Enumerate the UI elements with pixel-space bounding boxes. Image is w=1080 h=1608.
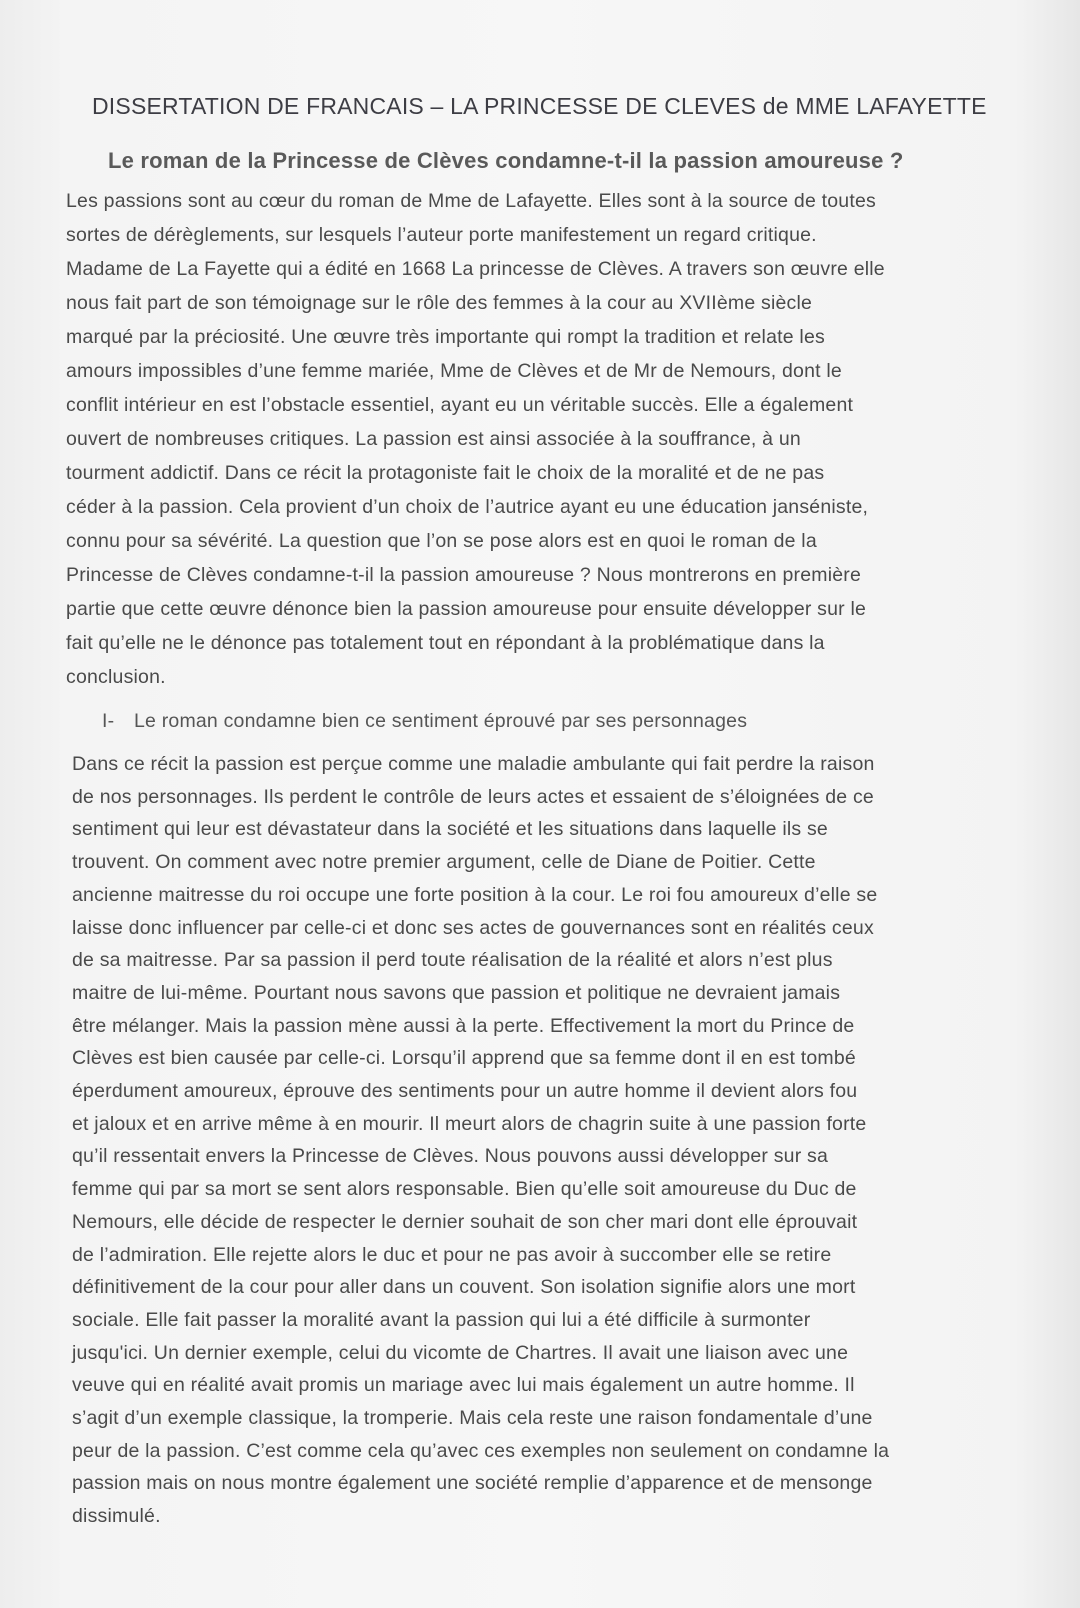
problematic-question: Le roman de la Princesse de Clèves condamne-t-il la passion amoureuse ? bbox=[108, 148, 904, 173]
text-line: connu pour sa sévérité. La question que l’on se pose alors est en quoi le roman de la bbox=[66, 530, 817, 552]
text-line: ouvert de nombreuses critiques. La passion est ainsi associée à la souffrance, à un bbox=[66, 428, 801, 450]
introduction-paragraph bbox=[66, 184, 1016, 694]
text-line: peur de la passion. C’est comme cela qu’avec ces exemples non seulement on condamne la bbox=[72, 1439, 890, 1462]
text-line: Clèves est bien causée par celle-ci. Lorsqu’il apprend que sa femme dont il en est tombé bbox=[72, 1047, 856, 1070]
section-title: Le roman condamne bien ce sentiment éprouvé par ses personnages bbox=[134, 710, 748, 732]
text-line: partie que cette œuvre dénonce bien la passion amoureuse pour ensuite développer sur le bbox=[66, 598, 867, 620]
text-line: céder à la passion. Cela provient d’un choix de l’autrice ayant eu une éducation janséniste, bbox=[66, 496, 869, 518]
text-line: sortes de dérèglements, sur lesquels l’auteur porte manifestement un regard critique. bbox=[66, 224, 817, 246]
text-line: amours impossibles d’une femme mariée, Mme de Clèves et de Mr de Nemours, dont le bbox=[66, 360, 842, 382]
text-line: s’agit d’un exemple classique, la tromperie. Mais cela reste une raison fondamentale d’une bbox=[72, 1407, 873, 1430]
text-line: de nos personnages. Ils perdent le contrôle de leurs actes et essaient de s’éloignées de ce bbox=[72, 785, 874, 808]
text-line: Princesse de Clèves condamne-t-il la passion amoureuse ? Nous montrerons en première bbox=[66, 564, 862, 586]
section-1-paragraph bbox=[66, 748, 1016, 1533]
text-line: ancienne maitresse du roi occupe une forte position à la cour. Le roi fou amoureux d’elle se bbox=[72, 883, 878, 906]
text-line: trouvent. On comment avec notre premier argument, celle de Diane de Poitier. Cette bbox=[72, 851, 816, 874]
text-line: Les passions sont au cœur du roman de Mme de Lafayette. Elles sont à la source de toutes bbox=[66, 190, 876, 212]
text-line: Madame de La Fayette qui a édité en 1668 La princesse de Clèves. A travers son œuvre elle bbox=[66, 258, 885, 280]
text-line: définitivement de la cour pour aller dans un couvent. Son isolation signifie alors une mort bbox=[72, 1276, 856, 1299]
text-line: conclusion. bbox=[66, 666, 166, 688]
section-1-heading bbox=[66, 704, 1016, 738]
text-line: jusqu'ici. Un dernier exemple, celui du vicomte de Chartres. Il avait une liaison avec une bbox=[72, 1341, 849, 1364]
text-line: qu’il ressentait envers la Princesse de Clèves. Nous pouvons aussi développer sur sa bbox=[72, 1145, 829, 1168]
text-line: de sa maitresse. Par sa passion il perd toute réalisation de la réalité et alors n’est plus bbox=[72, 949, 833, 972]
text-line: être mélanger. Mais la passion mène aussi à la perte. Effectivement la mort du Prince de bbox=[72, 1014, 855, 1037]
text-line: éperdument amoureux, éprouve des sentiments pour un autre homme il devient alors fou bbox=[72, 1080, 858, 1103]
text-line: dissimulé. bbox=[72, 1505, 161, 1528]
text-line: femme qui par sa mort se sent alors responsable. Bien qu’elle soit amoureuse du Duc de bbox=[72, 1178, 857, 1201]
text-line: sentiment qui leur est dévastateur dans la société et les situations dans laquelle ils se bbox=[72, 818, 828, 841]
text-line: marqué par la préciosité. Une œuvre très importante qui rompt la tradition et relate les bbox=[66, 326, 825, 348]
section-number: I- bbox=[102, 710, 115, 732]
text-line: et jaloux et en arrive même à en mourir. Il meurt alors de chagrin suite à une passion forte bbox=[72, 1112, 867, 1135]
text-line: tourment addictif. Dans ce récit la protagoniste fait le choix de la moralité et de ne pas bbox=[66, 462, 825, 484]
text-line: passion mais on nous montre également une société remplie d’apparence et de mensonge bbox=[72, 1472, 873, 1495]
text-line: nous fait part de son témoignage sur le rôle des femmes à la cour au XVIIème siècle bbox=[66, 292, 813, 314]
text-line: maitre de lui-même. Pourtant nous savons que passion et politique ne devraient jamais bbox=[72, 981, 841, 1004]
text-line: laisse donc influencer par celle-ci et donc ses actes de gouvernances sont en réalités ceux bbox=[72, 916, 874, 939]
text-line: Dans ce récit la passion est perçue comme une maladie ambulante qui fait perdre la raison bbox=[72, 753, 875, 775]
text-line: fait qu’elle ne le dénonce pas totalement tout en répondant à la problématique dans la bbox=[66, 632, 825, 654]
text-line: veuve qui en réalité avait promis un mariage avec lui mais également un autre homme. Il bbox=[72, 1374, 855, 1397]
document-body bbox=[66, 88, 1016, 1533]
document-title: DISSERTATION DE FRANCAIS – LA PRINCESSE DE CLEVES de MME LAFAYETTE bbox=[92, 93, 987, 119]
text-line: Nemours, elle décide de respecter le dernier souhait de son cher mari dont elle éprouvait bbox=[72, 1210, 858, 1233]
text-line: de l’admiration. Elle rejette alors le duc et pour ne pas avoir à succomber elle se retire bbox=[72, 1243, 832, 1266]
text-line: sociale. Elle fait passer la moralité avant la passion qui lui a été difficile à surmonter bbox=[72, 1308, 811, 1331]
text-line: conflit intérieur en est l’obstacle essentiel, ayant eu un véritable succès. Elle a également bbox=[66, 394, 854, 416]
